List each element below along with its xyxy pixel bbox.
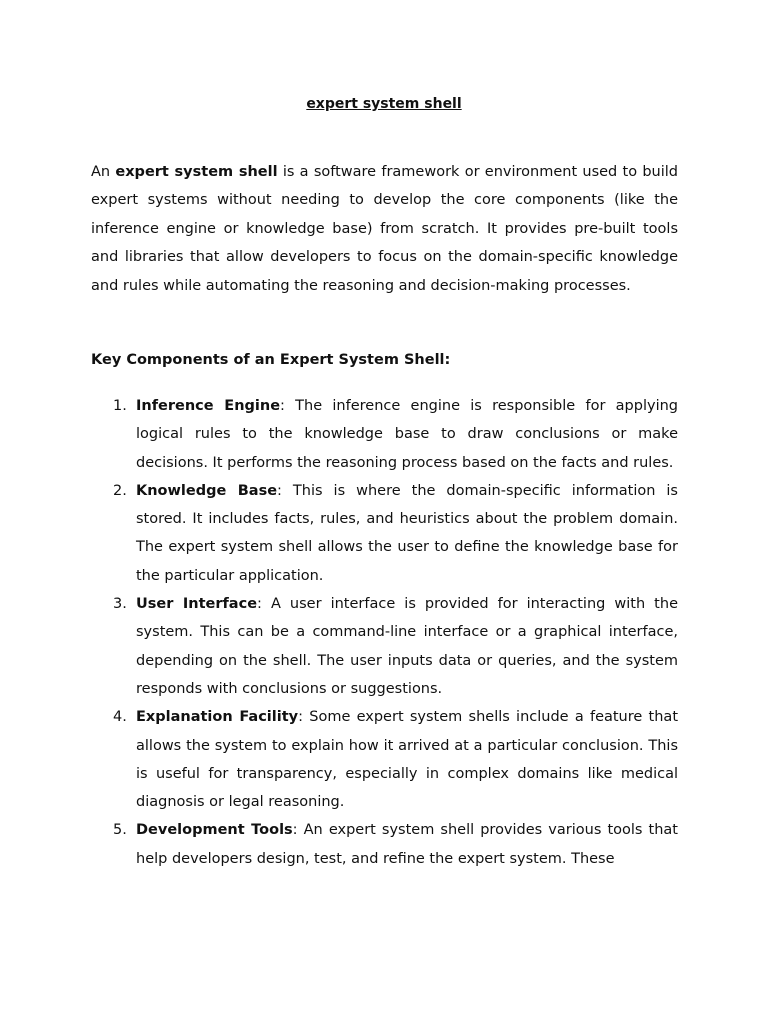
- document-title: expert system shell: [306, 96, 462, 112]
- list-item-text: : The inference engine is responsible for applying logical rules to the knowledge base to draw conclusions or make decisions. It performs the reasoning process based on the facts and rules.: [136, 398, 678, 471]
- section-heading: Key Components of an Expert System Shell:: [91, 352, 451, 368]
- intro-prefix: An: [91, 164, 116, 180]
- list-item-term: Inference Engine: [136, 398, 281, 414]
- list-item: [91, 477, 678, 590]
- list-item-text: : Some expert system shells include a feature that allows the system to explain how it arrived at a particular conclusion. This is useful for transparency, especially in complex domains like medical diagnosis or legal reasoning.: [136, 709, 679, 811]
- intro-text: is a software framework or environment used to build expert systems without needing to develop the core components (like the inference engine or knowledge base) from scratch. It provides pre-built tools and libraries that allow developers to focus on the domain-specific knowledge and rules while automating the reasoning and decision-making processes.: [91, 164, 678, 294]
- list-item-term: Knowledge Base: [136, 482, 278, 499]
- list-item: [91, 392, 678, 477]
- list-item: [91, 816, 678, 873]
- list-item-number: 1.: [113, 398, 127, 414]
- list-item-number: 2.: [113, 482, 127, 499]
- list-item: [91, 590, 678, 703]
- list-item-number: 3.: [113, 596, 127, 613]
- list-item-text: : An expert system shell provides various tools that help developers design, test, and refine the expert system. These: [136, 822, 678, 867]
- list-item-term: User Interface: [136, 596, 258, 613]
- list-item: [91, 703, 678, 816]
- components-list: [91, 392, 678, 873]
- list-item-number: 4.: [113, 709, 127, 726]
- list-item-term: Development Tools: [136, 822, 293, 839]
- intro-term: expert system shell: [115, 164, 278, 180]
- list-item-text: : A user interface is provided for interacting with the system. This can be a command-line interface or a graphical interface, depending on the shell. The user inputs data or queries, and the system responds with conclusions or suggestions.: [136, 596, 678, 697]
- list-item-term: Explanation Facility: [136, 709, 299, 726]
- list-item-number: 5.: [113, 822, 127, 839]
- list-item-text: : This is where the domain-specific information is stored. It includes facts, rules, and heuristics about the problem domain. The expert system shell allows the user to define the knowledge base for the particular application.: [136, 482, 678, 584]
- intro-paragraph: [91, 158, 678, 300]
